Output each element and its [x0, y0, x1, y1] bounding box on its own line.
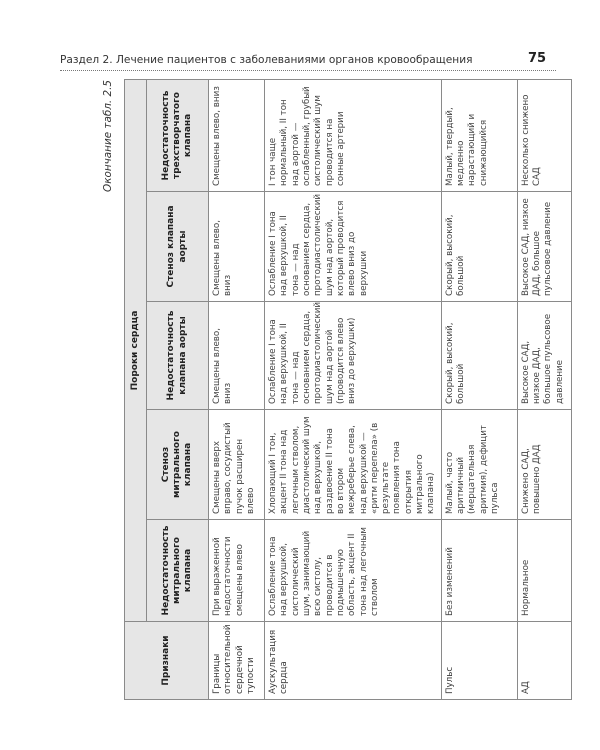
- column-header: Недостаточность митрального клапана: [147, 520, 209, 622]
- table-cell: Хлопающий I тон, акцент II тона над легочным стволом, диастолический шум над верхушкой, раздвоение II тона во втором межреберье слева, над верхушкой — «ритм перепела» (в результате появления тона открытия митрального клапана): [265, 410, 442, 520]
- row-feature: Пульс: [441, 622, 517, 700]
- table-row: [209, 79, 265, 699]
- table-cell: Малый, часто аритмичный (мерцательная аритмия), дефицит пульса: [441, 410, 517, 520]
- table-cell: I тон чаще нормальный, II тон над аортой — ослабленный, грубый систолический шум проводится на сонные артерии: [265, 79, 442, 191]
- row-feature: АД: [517, 622, 571, 700]
- table-cell: Скорый, высокий, большой: [441, 192, 517, 302]
- header-divider: [60, 70, 556, 71]
- table-cell: Смещены влево, вниз: [209, 79, 265, 191]
- table-cell: Несколько снижено САД: [517, 79, 571, 191]
- rotated-table-area: [102, 80, 565, 700]
- table-cell: Высокое САД, низкое ДАД, большое пульсовое давление: [517, 192, 571, 302]
- column-header: Стеноз клапана аорты: [147, 192, 209, 302]
- group-header: Пороки сердца: [125, 79, 147, 621]
- column-header: Недостаточность клапана аорты: [147, 302, 209, 410]
- page-number: 75: [528, 51, 547, 66]
- row-feature: Аускультация сердца: [265, 622, 442, 700]
- features-header: Признаки: [125, 622, 209, 700]
- table-caption: Окончание табл. 2.5: [102, 80, 114, 192]
- table-row: [517, 79, 571, 699]
- table-cell: Высокое САД, низкое ДАД, большое пульсовое давление: [517, 302, 571, 410]
- table-row: [265, 79, 442, 699]
- table-cell: Смещены влево, вниз: [209, 192, 265, 302]
- table-cell: Без изменений: [441, 520, 517, 622]
- table-cell: Смещены вверх вправо, сосудистый пучок расширен влево: [209, 410, 265, 520]
- running-head-title: Раздел 2. Лечение пациентов с заболеваниями органов кровообращения: [60, 54, 473, 66]
- table-cell: Ослабление I тона над верхушкой, II тона — над основанием сердца, протодиастолический шум над аортой, который проводится влево вниз до верхушки: [265, 192, 442, 302]
- heart-defects-table: [124, 79, 572, 700]
- table-cell: Снижено САД, повышено ДАД: [517, 410, 571, 520]
- column-header: Стеноз митрального клапана: [147, 410, 209, 520]
- table-cell: При выраженной недостаточности смещены влево: [209, 520, 265, 622]
- row-feature: Границы относительной сердечной тупости: [209, 622, 265, 700]
- table-cell: Смещены влево, вниз: [209, 302, 265, 410]
- table-row: [441, 79, 517, 699]
- table-cell: Ослабление I тона над верхушкой, II тона — над основанием сердца, протодиастолический шум над аортой (проводится влево вниз до верхушки): [265, 302, 442, 410]
- rotated-table-content: [102, 80, 565, 700]
- column-header: Недостаточность трехстворчатого клапана: [147, 79, 209, 191]
- table-cell: Ослабление тона над верхушкой, систолический шум, занимающий всю систолу, проводится в подмышечную область, акцент II тона над легочным стволом: [265, 520, 442, 622]
- table-cell: Нормальное: [517, 520, 571, 622]
- table-cell: Скорый, высокий, большой: [441, 302, 517, 410]
- table-cell: Малый, твердый, медленно нарастающий и снижающийся: [441, 79, 517, 191]
